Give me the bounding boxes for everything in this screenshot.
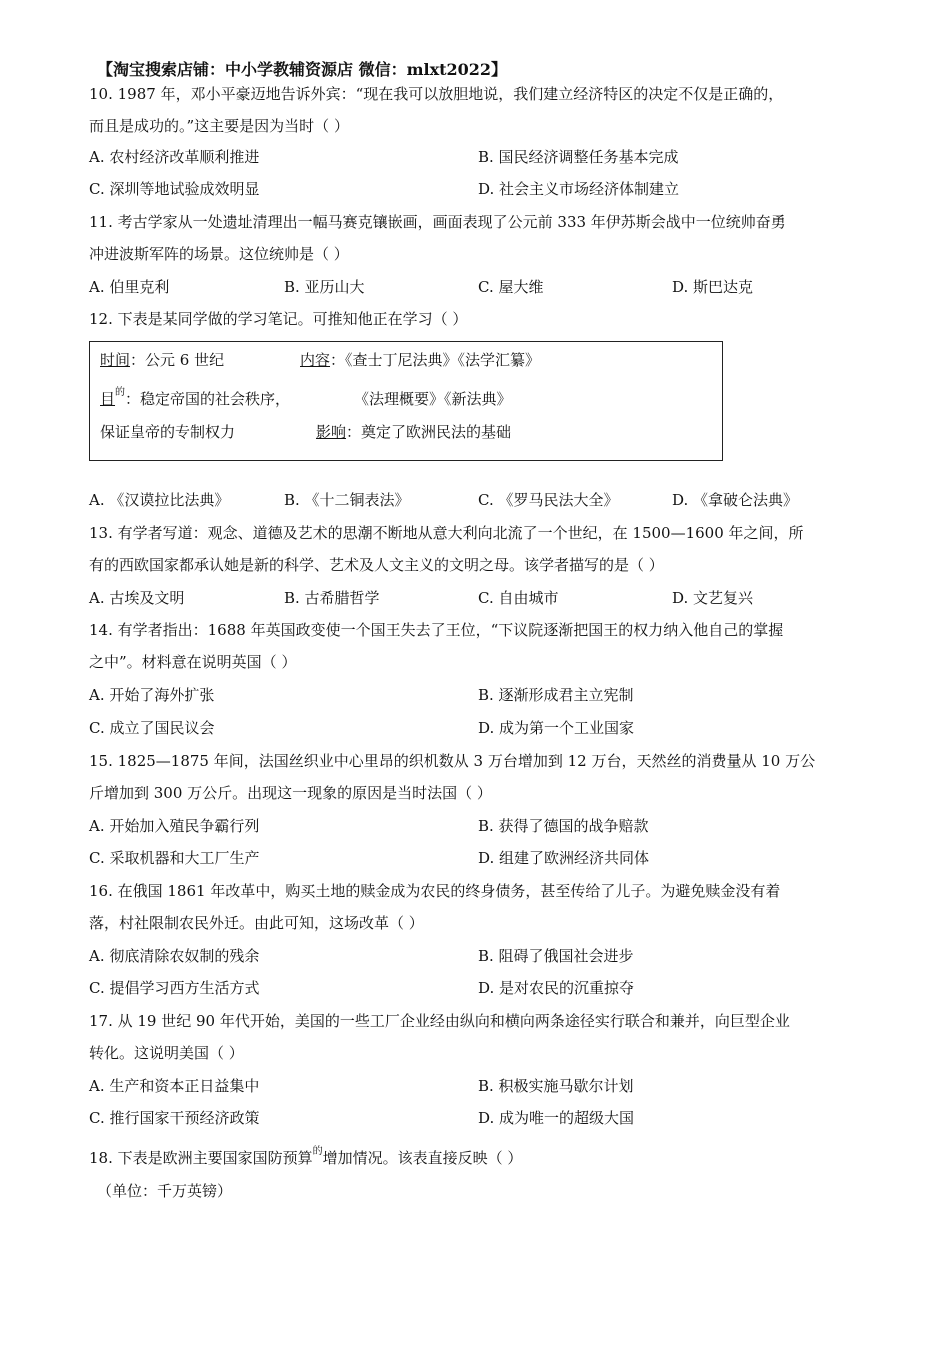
q12-option-b[interactable]: B. 《十二铜表法》 (284, 491, 410, 509)
notes-time-label: 时间 (100, 351, 131, 369)
notes-content-value-2: 《法理概要》《新法典》 (354, 390, 512, 408)
q10-stem-line-1: 10. 1987 年，邓小平豪迈地告诉外宾：“现在我可以放胆地说，我们建立经济特区的决定不仅是正确的， (89, 85, 784, 103)
q17-option-b[interactable]: B. 积极实施马歇尔计划 (478, 1077, 634, 1095)
q17-option-d[interactable]: D. 成为唯一的超级大国 (478, 1109, 635, 1127)
study-notes-table (89, 341, 723, 461)
q16-option-a[interactable]: A. 彻底清除农奴制的残余 (89, 947, 260, 965)
notes-purpose-sup: 的 (115, 387, 126, 398)
notes-purpose-row (100, 389, 290, 412)
q11-option-d[interactable]: D. 斯巴达克 (672, 278, 754, 296)
q11-option-a[interactable]: A. 伯里克利 (89, 278, 170, 296)
q15-option-b[interactable]: B. 获得了德国的战争赔款 (478, 817, 649, 835)
notes-impact-label: 影响 (316, 423, 347, 441)
q13-stem-line-2: 有的西欧国家都承认她是新的科学、艺术及人文主义的文明之母。该学者描写的是（ ） (89, 556, 664, 574)
q10-option-d[interactable]: D. 社会主义市场经济体制建立 (478, 180, 680, 198)
q16-option-c[interactable]: C. 提倡学习西方生活方式 (89, 979, 260, 997)
q12-option-d[interactable]: D. 《拿破仑法典》 (672, 491, 799, 509)
q15-stem-line-2: 斤增加到 300 万公斤。出现这一现象的原因是当时法国（ ） (89, 784, 492, 802)
q13-option-a[interactable]: A. 古埃及文明 (89, 589, 185, 607)
q11-option-c[interactable]: C. 屋大维 (478, 278, 544, 296)
q16-stem-line-2: 落，村社限制农民外迁。由此可知，这场改革（ ） (89, 914, 424, 932)
notes-content-value-1: ：《查士丁尼法典》《法学汇纂》 (330, 351, 541, 369)
notes-purpose-value: ：稳定帝国的社会秩序， (125, 390, 291, 408)
q15-option-c[interactable]: C. 采取机器和大工厂生产 (89, 849, 260, 867)
q12-option-c[interactable]: C. 《罗马民法大全》 (478, 491, 619, 509)
q15-option-d[interactable]: D. 组建了欧洲经济共同体 (478, 849, 650, 867)
notes-purpose-label: 目 (100, 390, 116, 408)
q14-stem-line-1: 14. 有学者指出：1688 年英国政变使一个国王失去了王位，“下议院逐渐把国王的权力纳入他自己的掌握 (89, 621, 784, 639)
notes-content-label: 内容 (300, 351, 331, 369)
q12-option-a[interactable]: A. 《汉谟拉比法典》 (89, 491, 230, 509)
q16-option-b[interactable]: B. 阻碍了俄国社会进步 (478, 947, 634, 965)
notes-content-row (300, 350, 540, 370)
q10-option-b[interactable]: B. 国民经济调整任务基本完成 (478, 148, 679, 166)
q13-option-b[interactable]: B. 古希腊哲学 (284, 589, 380, 607)
q14-option-d[interactable]: D. 成为第一个工业国家 (478, 719, 635, 737)
q10-stem-line-2: 而且是成功的。”这主要是因为当时（ ） (89, 117, 349, 135)
q17-option-a[interactable]: A. 生产和资本正日益集中 (89, 1077, 260, 1095)
q10-option-c[interactable]: C. 深圳等地试验成效明显 (89, 180, 260, 198)
q18-unit-note: （单位：千万英镑） (97, 1182, 233, 1200)
q14-option-b[interactable]: B. 逐渐形成君主立宪制 (478, 686, 634, 704)
q14-option-c[interactable]: C. 成立了国民议会 (89, 719, 215, 737)
q17-option-c[interactable]: C. 推行国家干预经济政策 (89, 1109, 260, 1127)
q14-stem-line-2: 之中”。材料意在说明英国（ ） (89, 653, 297, 671)
shop-header: 【淘宝搜索店铺：中小学教辅资源店 微信：mlxt2022】 (97, 60, 508, 79)
q17-stem-line-2: 转化。这说明美国（ ） (89, 1044, 244, 1062)
notes-impact-value: ：奠定了欧洲民法的基础 (346, 423, 512, 441)
q16-option-d[interactable]: D. 是对农民的沉重掠夺 (478, 979, 635, 997)
notes-time-value: ：公元 6 世纪 (130, 351, 225, 369)
q18-stem-part-1: 18. 下表是欧洲主要国家国防预算 (89, 1149, 313, 1167)
q14-option-a[interactable]: A. 开始了海外扩张 (89, 686, 215, 704)
notes-time-row (100, 350, 224, 370)
q15-stem-line-1: 15. 1825—1875 年间，法国丝织业中心里昂的织机数从 3 万台增加到 12 万台，天然丝的消费量从 10 万公 (89, 752, 816, 770)
q18-stem-part-2: 增加情况。该表直接反映（ ） (322, 1149, 523, 1167)
q13-option-d[interactable]: D. 文艺复兴 (672, 589, 754, 607)
q11-option-b[interactable]: B. 亚历山大 (284, 278, 365, 296)
q18-stem-sup: 的 (312, 1146, 323, 1157)
q12-stem-line-1: 12. 下表是某同学做的学习笔记。可推知他正在学习（ ） (89, 310, 468, 328)
q11-stem-line-1: 11. 考古学家从一处遗址清理出一幅马赛克镶嵌画，画面表现了公元前 333 年伊苏斯会战中一位统帅奋勇 (89, 213, 786, 231)
q13-option-c[interactable]: C. 自由城市 (478, 589, 559, 607)
q16-stem-line-1: 16. 在俄国 1861 年改革中，购买土地的赎金成为农民的终身债务，甚至传给了儿子。为避免赎金没有着 (89, 882, 781, 900)
notes-impact-row (316, 422, 511, 442)
q10-option-a[interactable]: A. 农村经济改革顺利推进 (89, 148, 260, 166)
q13-stem-line-1: 13. 有学者写道：观念、道德及艺术的思潮不断地从意大利向北流了一个世纪，在 1500—1600 年之间，所 (89, 524, 804, 542)
q17-stem-line-1: 17. 从 19 世纪 90 年代开始，美国的一些工厂企业经由纵向和横向两条途径实行联合和兼并，向巨型企业 (89, 1012, 790, 1030)
q18-stem-line-1 (89, 1148, 864, 1171)
notes-purpose-value-2: 保证皇帝的专制权力 (100, 423, 236, 441)
q15-option-a[interactable]: A. 开始加入殖民争霸行列 (89, 817, 260, 835)
q11-stem-line-2: 冲进波斯军阵的场景。这位统帅是（ ） (89, 245, 349, 263)
